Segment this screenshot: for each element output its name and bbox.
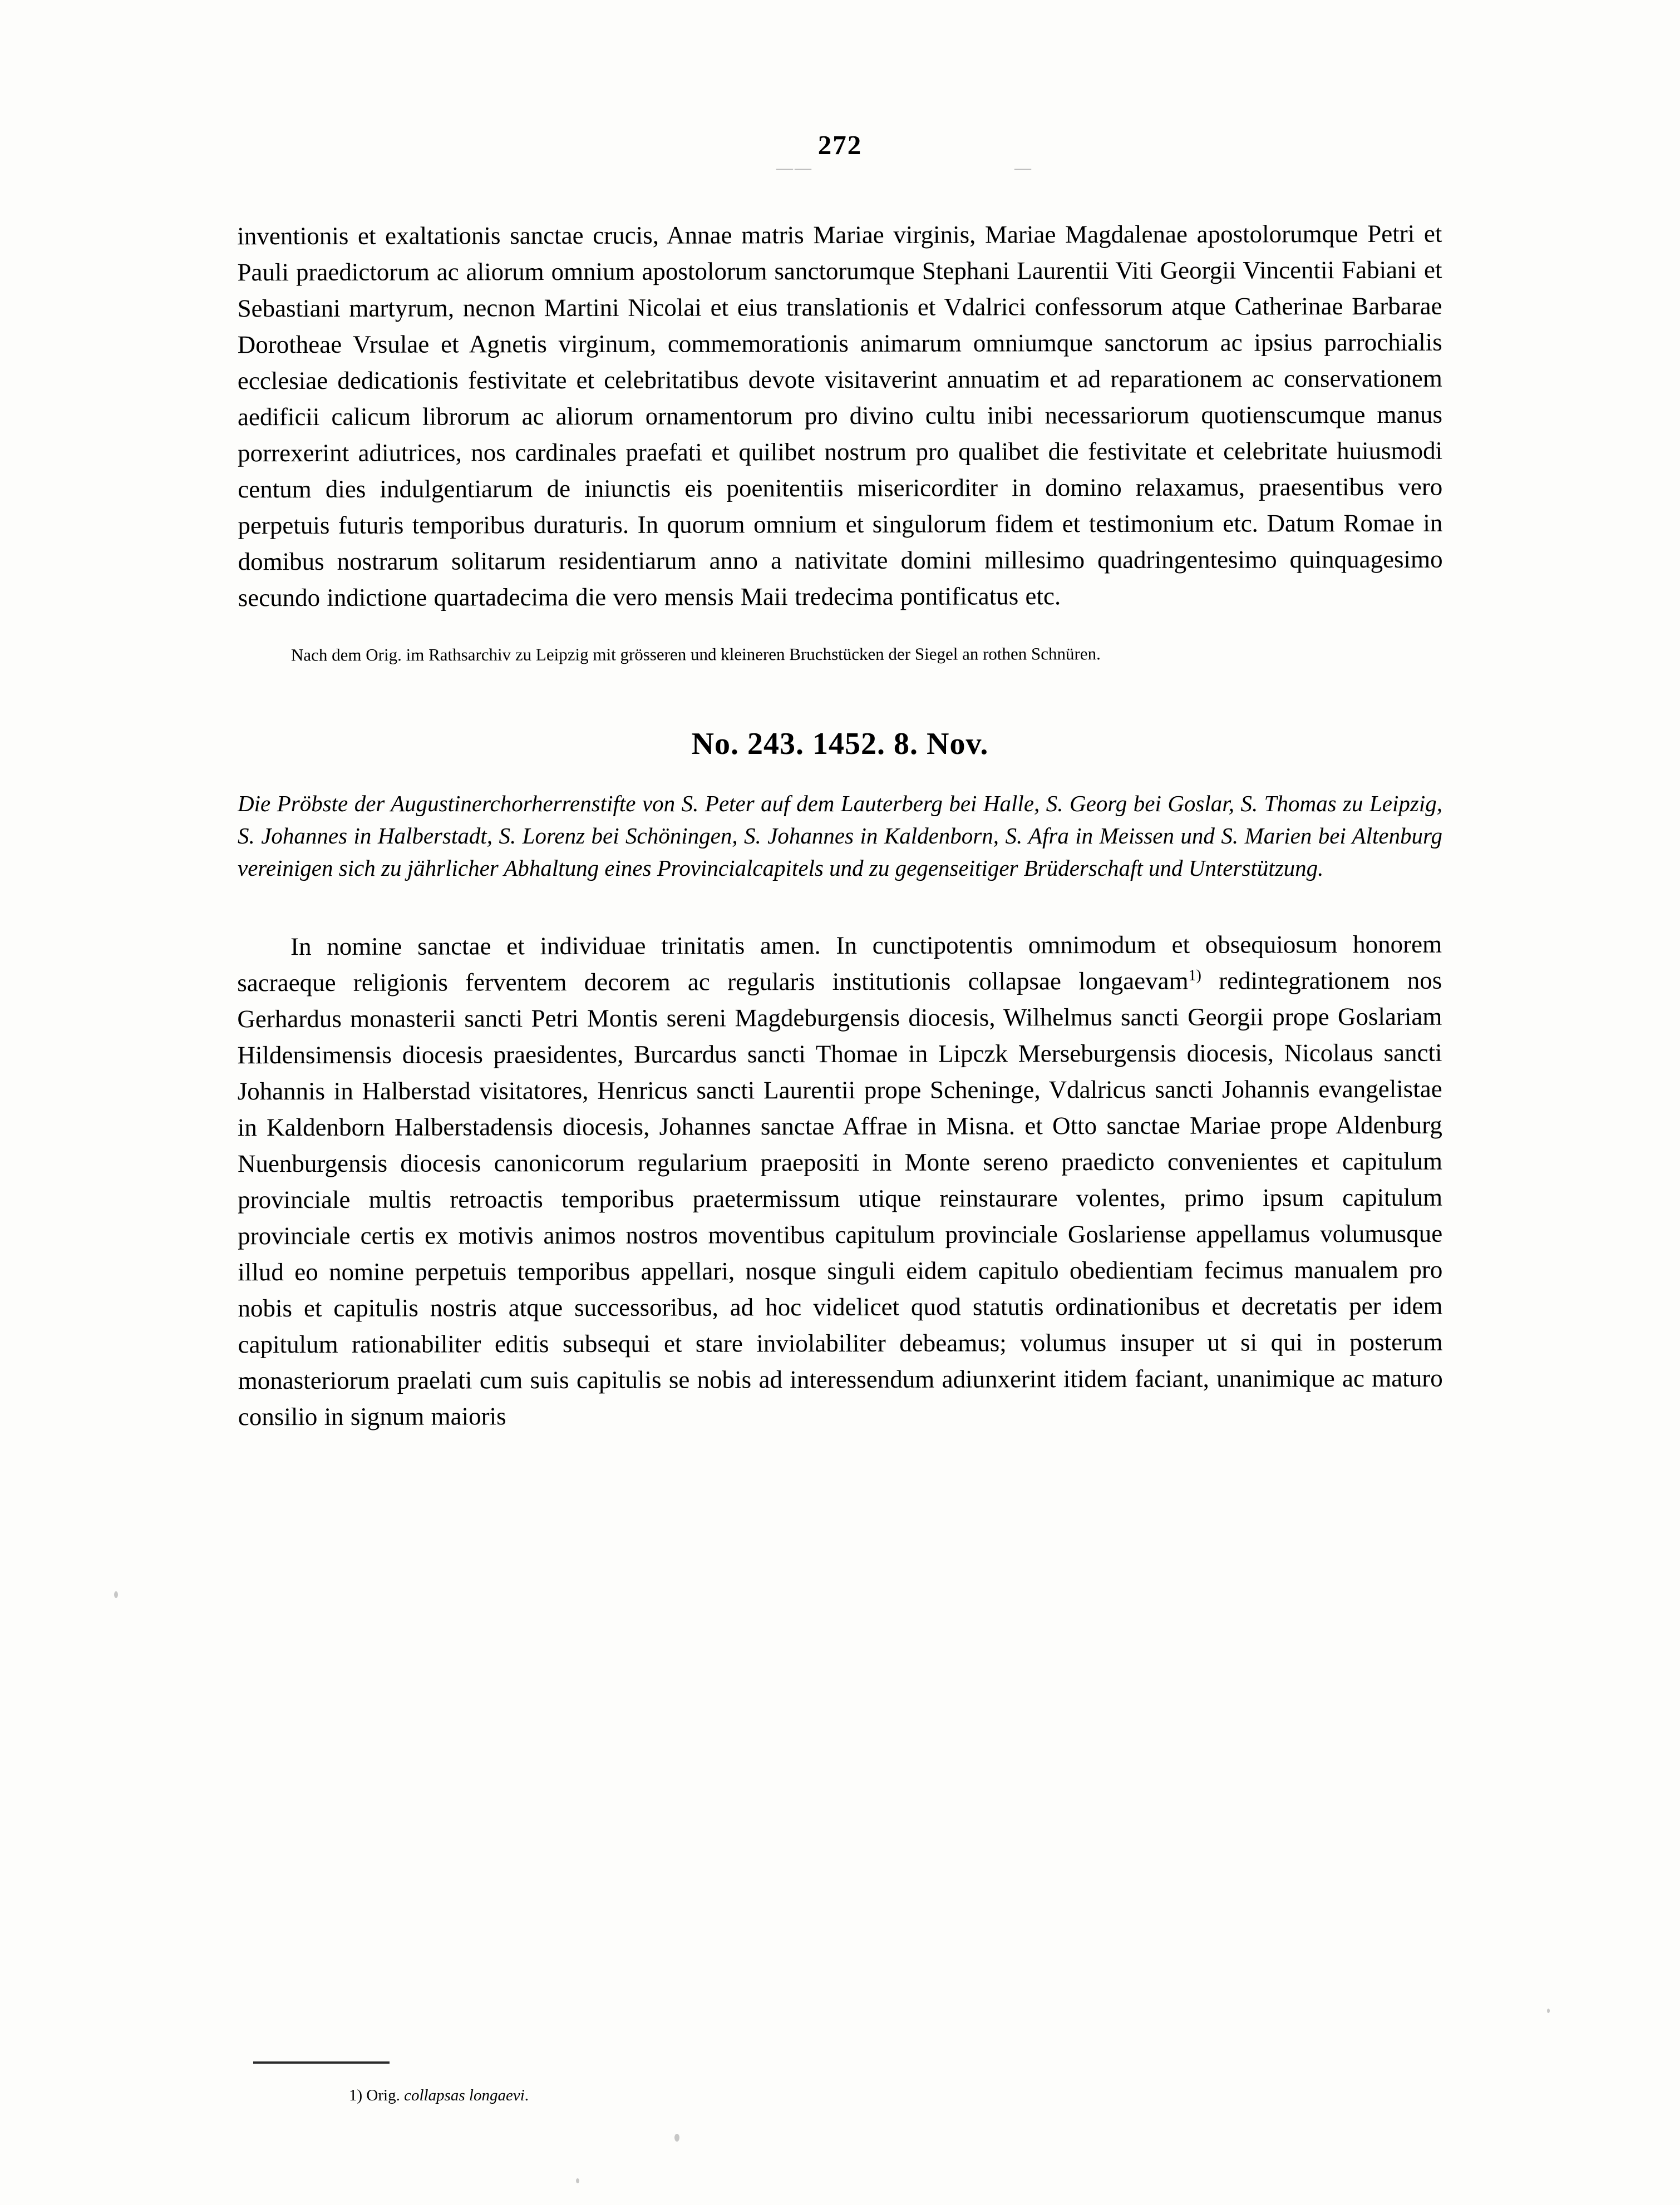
document-heading: No. 243. 1452. 8. Nov. <box>691 727 989 761</box>
head-rule-left: —— <box>776 159 813 177</box>
page-number: 272 <box>817 130 863 160</box>
scan-speckle <box>674 2134 679 2142</box>
text-column <box>238 217 1442 1434</box>
scan-speckle <box>114 1591 118 1598</box>
spacer <box>238 884 1442 928</box>
spacer <box>238 615 1442 640</box>
footnote-entry <box>238 2084 1442 2107</box>
charter-body-part-a: In nomine sanctae et individuae trinitatis amen. In cunctipotentis omnimodum et obsequiosum honorem sacraeque religionis ferventem decorem ac regularis institutionis collapsae longaevam <box>237 930 1442 997</box>
scan-speckle <box>1547 2009 1550 2013</box>
source-note: Nach dem Orig. im Rathsarchiv zu Leipzig mit grösseren und kleineren Bruchstücken der Siegel an rothen Schnüren. <box>290 644 1101 665</box>
charter-body-paragraph <box>237 926 1443 1436</box>
spacer <box>238 668 1442 726</box>
footnote-tail: . <box>524 2086 529 2104</box>
footnote-marker: 1) <box>349 2086 363 2104</box>
footnote-separator <box>253 2061 390 2064</box>
footnote-lead: Orig. <box>362 2086 405 2104</box>
footnote-reference[interactable]: 1) <box>1188 966 1201 984</box>
spacer <box>238 762 1442 787</box>
head-rule-right: — <box>1014 159 1033 177</box>
regest-summary: Die Pröbste der Augustinerchorherrenstifte von S. Peter auf dem Lauterberg bei Halle, S. Georg bei Goslar, S. Thomas zu Leipzig, S. Johannes in Halberstadt, S. Lorenz bei Schöningen, S. Johannes in Kaldenborn, S. Afra in Meissen und S. Marien bei Altenburg vereinigen sich zu jährlicher Abhaltung eines Provincialcapitels und zu gegenseitiger Brüderschaft und Unterstützung. <box>238 791 1442 881</box>
paragraph-continued: inventionis et exaltationis sanctae crucis, Annae matris Mariae virginis, Mariae Magdalenae apostolorumque Petri et Pauli praedictorum ac aliorum omnium apostolorum sanctorumque Stephani Laurentii Viti Georgii Vincentii Fabiani et Sebastiani martyrum, necnon Martini Nicolai et eius translationis et Vdalrici confessorum atque Catherinae Barbarae Dorotheae Vrsulae et Agnetis virginum, commemorationis animarum omniumque sanctorum ac ipsius parrochialis ecclesiae dedicationis festivitate et celebritatibus devote visitaverint annuatim et ad reparationem ac conservationem aedificii calicum librorum ac aliorum ornamentorum pro divino cultu inibi necessariorum quotienscumque manus porrexerint adiutrices, nos cardinales praefati et quilibet nostrum pro qualibet die festivitate et celebritate huiusmodi centum dies indulgentiarum de iniunctis eis poenitentiis misericorditer in domino relaxamus, praesentibus vero perpetuis futuris temporibus duraturis. In quorum omnium et singulorum fidem et testimonium etc. Datum Romae in domibus nostrarum solitarum residentiarum anno a nativitate domini millesimo quadringentesimo quinquagesimo secundo indictione quartadecima die vero mensis Maii tredecima pontificatus etc. <box>237 219 1443 612</box>
charter-body-part-b: redintegrationem nos Gerhardus monasterii sancti Petri Montis sereni Magdeburgensis diocesis, Wilhelmus sancti Georgii prope Goslariam Hildensimensis diocesis praesidentes, Burcardus sancti Thomae in Lipczk Merseburgensis diocesis, Nicolaus sancti Johannis in Halberstad visitatores, Henricus sancti Laurentii prope Scheninge, Vdalricus sancti Johannis evangelistae in Kaldenborn Halberstadensis diocesis, Johannes sanctae Affrae in Misna. et Otto sanctae Mariae prope Aldenburg Nuenburgensis diocesis canonicorum regularium praepositi in Monte sereno praedicto convenientes et capitulum provinciale multis retroactis temporibus praetermissum utique reinstaurare volentes, primo ipsum capitulum provinciale certis ex motivis animos nostros moventibus capitulum provinciale Goslariense appellamus volumusque illud eo nomine perpetuis temporibus appellari, nosque singuli eidem capitulo obedientiam fecimus manualem pro nobis et capitulis nostris atque successoribus, ad hoc videlicet quod statutis ordinationibus et decretatis per idem capitulum rationabiliter editis subsequi et stare inviolabiliter debeamus; volumus insuper ut si qui in posterum monasteriorum praelati cum suis capitulis se nobis ad interessendum adiunxerint itidem faciant, unanimique ac maturo consilio in signum maioris <box>237 966 1443 1431</box>
footnote-italic-text: collapsas longaevi <box>404 2086 525 2104</box>
scan-speckle <box>576 2178 579 2183</box>
